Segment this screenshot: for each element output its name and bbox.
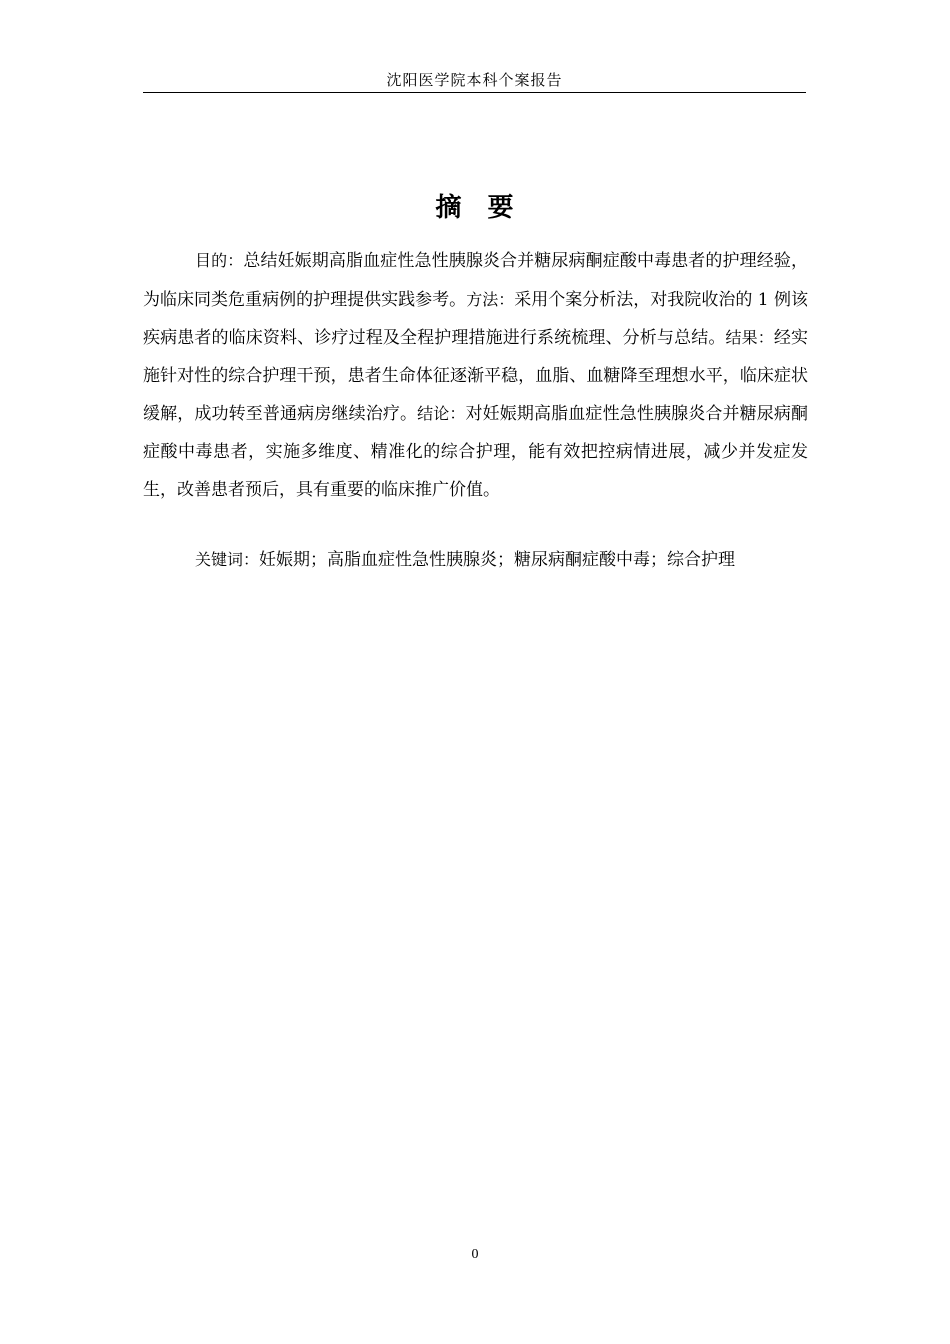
result-label: 结果： bbox=[725, 328, 774, 348]
page-number: 0 bbox=[471, 1247, 479, 1262]
conclusion-label: 结论： bbox=[417, 404, 466, 424]
keywords-label: 关键词： bbox=[195, 550, 260, 569]
objective-label: 目的： bbox=[195, 251, 244, 270]
header-text: 沈阳医学院本科个案报告 bbox=[386, 71, 563, 89]
abstract-paragraph bbox=[143, 242, 808, 509]
keywords-paragraph bbox=[143, 541, 808, 580]
abstract-title: 摘要 bbox=[435, 193, 540, 223]
result-text: 经实施针对性的综合护理干预，患者生命体征逐渐平稳，血脂、血糖降至理想水平，临床症状缓解，成功转至普通病房继续治疗。 bbox=[143, 328, 809, 425]
objective-text: 总结妊娠期高脂血症性急性胰腺炎合并糖尿病酮症酸中毒患者的护理经验，为临床同类危重病例的护理提供实践参考。 bbox=[143, 251, 808, 310]
keywords-text: 妊娠期；高脂血症性急性胰腺炎；糖尿病酮症酸中毒；综合护理 bbox=[259, 550, 736, 570]
page-header bbox=[143, 70, 806, 93]
conclusion-text: 对妊娠期高脂血症性急性胰腺炎合并糖尿病酮症酸中毒患者，实施多维度、精准化的综合护理，能有效把控病情进展，减少并发症发生，改善患者预后，具有重要的临床推广价值。 bbox=[143, 404, 809, 500]
method-label: 方法： bbox=[466, 289, 515, 309]
method-text: 采用个案分析法，对我院收治的 1 例该疾病患者的临床资料、诊疗过程及全程护理措施进行系统梳理、分析与总结。 bbox=[143, 289, 808, 349]
